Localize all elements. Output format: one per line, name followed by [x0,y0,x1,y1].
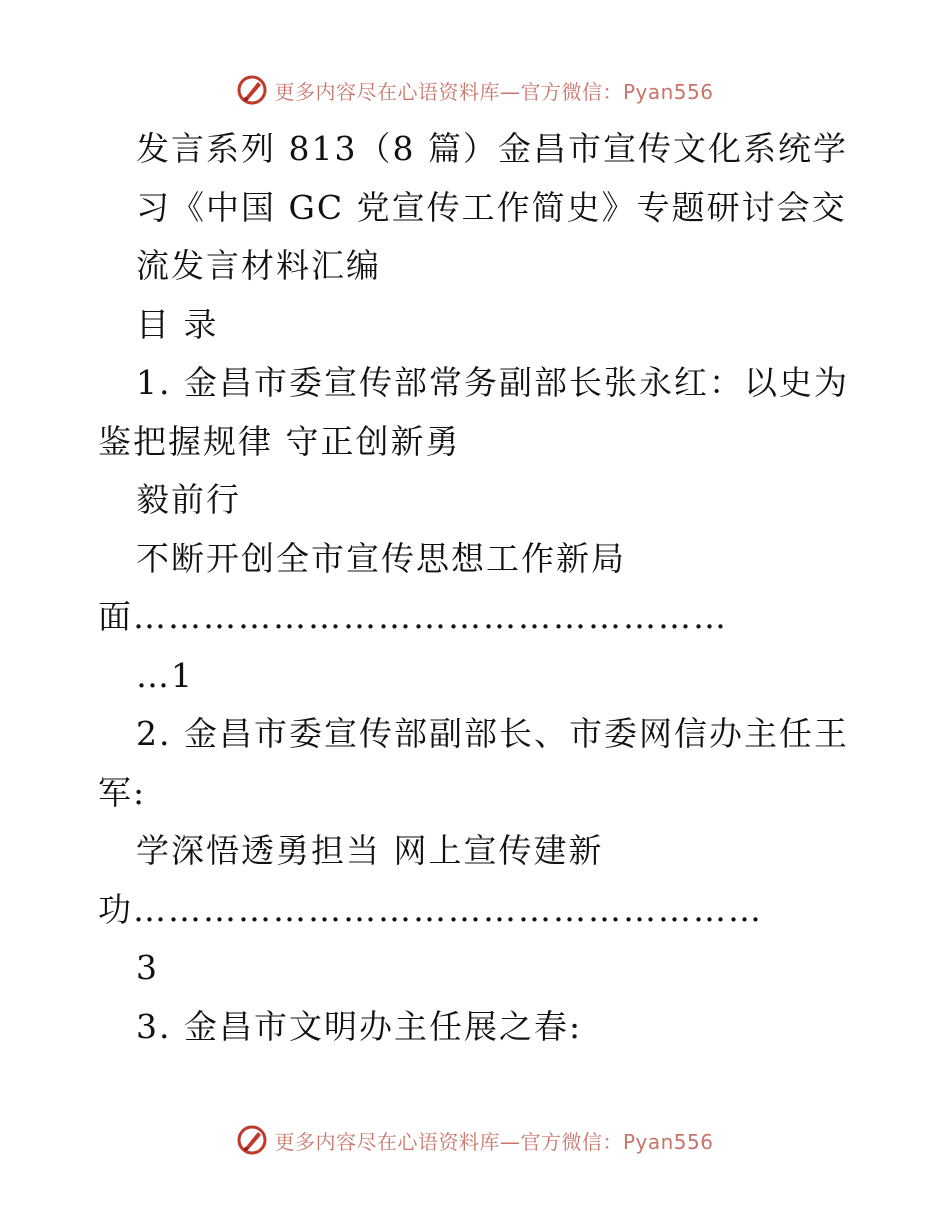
toc-heading: 目 录 [136,304,219,344]
title-line-3: 流发言材料汇编 [136,246,381,285]
watermark-text: 更多内容尽在心语资料库—官方微信：Pyan556 [274,79,714,104]
toc-entry-1-page: …1 [136,655,194,695]
watermark-text: 更多内容尽在心语资料库—官方微信：Pyan556 [274,1129,714,1154]
toc-entry-3-line-1: 3. 金昌市文明办主任展之春: [136,1006,583,1046]
toc-entry-1-line-2: 鉴把握规律 守正创新勇 [98,421,461,461]
toc-entry-1-line-3: 毅前行 [136,480,241,519]
document-body [0,120,950,1056]
title-line-2: 习《中国 GC 党宣传工作简史》专题研讨会交 [136,187,847,227]
toc-entry-1-leader: 面…………………………………………… [98,597,728,636]
pen-logo-icon [236,74,268,106]
toc-entry-1-line-1: 1. 金昌市委宣传部常务副部长张永红：以史为 [136,363,849,402]
toc-entry-2-page: 3 [136,948,159,987]
toc-entry-2-line-1: 2. 金昌市委宣传部副部长、市委网信办主任王 [136,714,849,753]
toc-entry-1-line-4: 不断开创全市宣传思想工作新局 [136,538,626,578]
pen-logo-icon [236,1124,268,1156]
watermark-banner-bottom [0,1118,950,1162]
watermark-banner-top [0,68,950,112]
title-line-1: 发言系列 813（8 篇）金昌市宣传文化系统学 [136,129,848,168]
toc-entry-2-line-3: 学深悟透勇担当 网上宣传建新 [136,831,604,870]
toc-entry-2-leader: 功……………………………………………… [98,889,763,929]
toc-entry-2-line-2: 军: [98,772,147,812]
